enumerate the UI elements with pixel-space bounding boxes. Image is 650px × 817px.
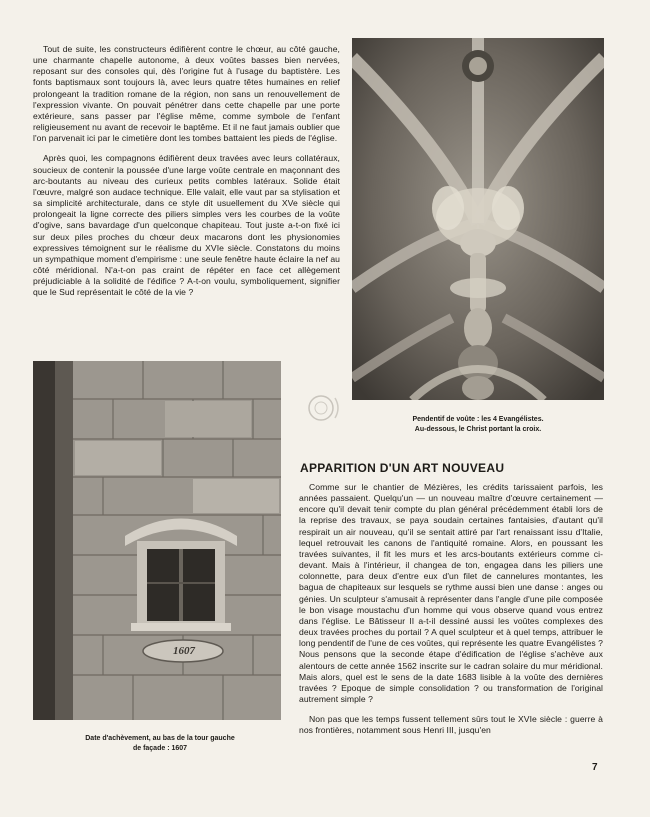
paragraph-baptistery: Tout de suite, les constructeurs édifièrent contre le chœur, au côté gauche, une charmante chapelle autonome, à deux voûtes basses bien nervées, reposant sur des consoles qui, dès l'origine fut à l'usage du baptistère. Les fonts baptismaux sont toujours là, avec leurs quatre têtes humaines en relief prolongeant la tradition romane de la région, non sans un renouvellement de l'expression vivante. On pouvait pénétrer dans cette chapelle par une porte extérieure, sans passer par l'église même, comme symbole de l'enfant religieusement nu avant de recevoir le baptême. Et il ne faut jamais oublier que l'on parvenait ici par le cimetière dont les tombes battaient les pieds de l'église. (33, 44, 340, 144)
left-column-text (33, 44, 340, 307)
vault-caption-line2: Au-dessous, le Christ portant la croix. (414, 425, 542, 433)
vault-pendant-caption (360, 415, 596, 434)
section-heading: APPARITION D'UN ART NOUVEAU (300, 461, 505, 475)
tower-date-caption (60, 734, 260, 753)
tower-window-photo (33, 361, 281, 720)
vault-pendant-image (352, 38, 604, 400)
vault-pendant-photo (352, 38, 604, 400)
tower-caption-line2: de façade : 1607 (132, 744, 188, 752)
carved-date: 1607 (173, 645, 195, 657)
paragraph-traveess: Après quoi, les compagnons édifièrent deux travées avec leurs collatéraux, soucieux de contenir la poussée d'une large voûte centrale en maçonnant des arc-boutants au niveau des curieux petits combles latéraux. Solide était l'œuvre, malgré son audace technique. Elle valait, elle vaut par sa stylisation et sa simplicité architecturale, dans ce style dit usuellement du XVe siècle qui prolongeait la ligne correcte des piliers simples vers les courbes de la voûte d'ogive, sans bavardage d'un quelconque chapiteau. Tout juste a-t-on fixé ici sur deux piles proches du chœur deux macarons dont les physionomies expressives témoignent sur le réalisme du XVIe siècle. Constatons du moins un sympathique moment d'empirisme : une seule fenêtre haute éclaire la nef au côté méridional. N'a-t-on pas craint de répéter en face cet allègement préjudiciable à la solidité de l'édifice ? A-t-on voulu, symboliquement, signifier que le Sud représentait le côté de la vie ? (33, 153, 340, 298)
paragraph-xvie-siecle: Non pas que les temps fussent tellement sûrs tout le XVIe siècle : guerre à nos frontières, notamment sous Henri III, jusqu'en (299, 714, 603, 736)
tower-window-image (33, 361, 281, 720)
page-number: 7 (592, 762, 598, 773)
vault-caption-line1: Pendentif de voûte : les 4 Evangélistes. (412, 416, 544, 423)
paragraph-art-nouveau: Comme sur le chantier de Mézières, les crédits tarissaient parfois, les années passaient. Quelqu'un — un nouveau maître d'œuvre certainement — encore qu'il devait tenir compte du plan général précédemment établi lors de la reprise des travaux, se paya soudain certaines fantaisies, d'autant qu'il respirait un air nouveau, qu'il se sentait attiré par l'art renaissant issu d'Italie, lequel retrouvait les canons de l'antiquité romaine. Alors, en poussant les travées suivantes, il fit les murs et les arcs-boutants extérieurs comme ci-devant. Mais à l'intérieur, il changea de ton, engagea dans les piliers une colonnette, para deux d'entre eux d'un filet de cannelures montantes, les bagua de chapiteaux sur lesquels se rythme aussi bien une danse : anges ou génies. Un sculpteur s'amusait à représenter dans l'angle d'une pile composée le bon visage moustachu d'un homme qui vous observe quand vous entrez dans l'église. Le Bâtisseur II a-t-il dessiné aussi les voûtes complexes des deux travées proches du portail ? A quel sculpteur et à quel temps, attribuer le long pendentif de l'une de ces voûtes, qui représente les quatre Evangélistes ? Nous pensons que la seconde étape d'édification de l'église s'achève aux alentours de cette année 1562 inscrite sur le cadran solaire du mur méridional. Mais alors, quel est le sens de la date 1683 lisible à la voûte des dernières travées ? Epoque de simple consolidation ? ou transformation de l'original autrement simple ? (299, 482, 603, 704)
right-column-text (299, 482, 603, 745)
library-stamp-watermark (307, 390, 349, 426)
tower-caption-line1: Date d'achèvement, au bas de la tour gauche (85, 735, 235, 742)
